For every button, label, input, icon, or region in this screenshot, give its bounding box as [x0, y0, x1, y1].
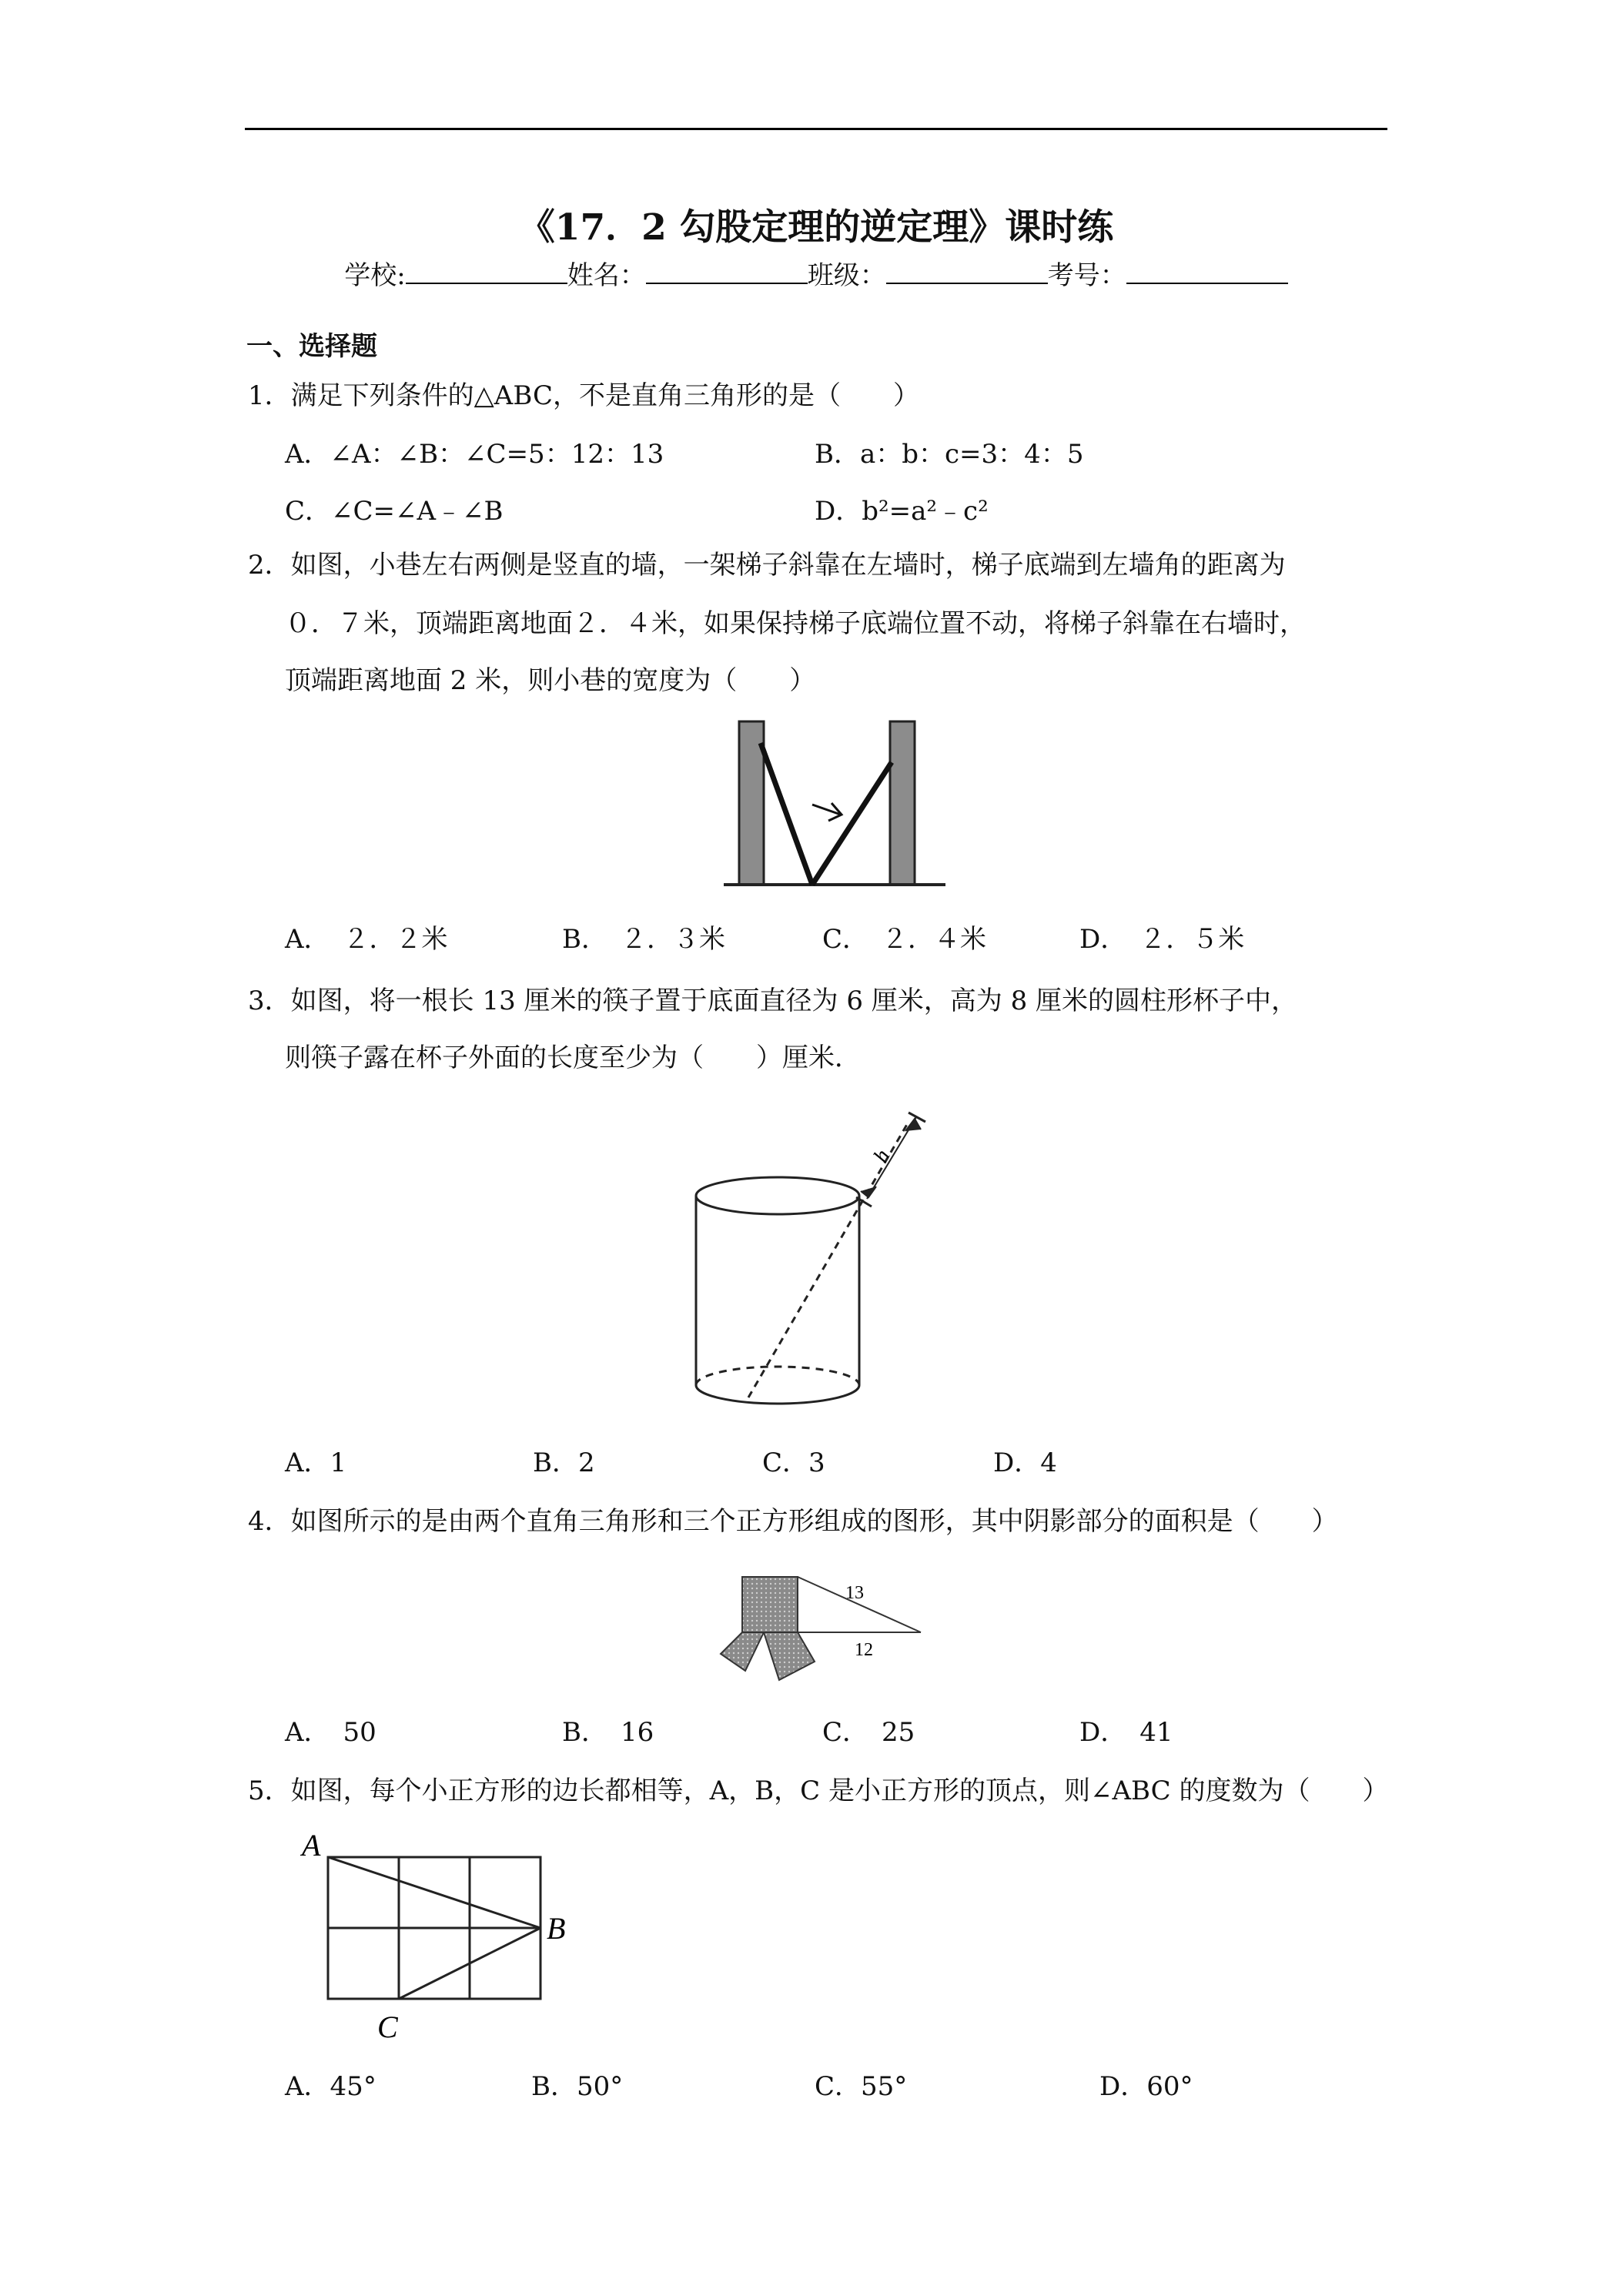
label-c: C: [377, 2010, 398, 2044]
right-square: [764, 1632, 815, 1680]
squares-triangles-figure: [708, 1563, 932, 1694]
exam-number-label: 考号：: [1047, 260, 1126, 291]
q2-stem-line-2: ０．７米，顶端距离地面２．４米，如果保持梯子底端位置不动，将梯子斜靠在右墙时，: [285, 608, 1306, 639]
grid-angle-figure: [293, 1825, 585, 2048]
page-title: 《17．2 勾股定理的逆定理》课时练: [518, 206, 1114, 249]
q2-option-c[interactable]: C． ２．４米: [822, 924, 987, 955]
right-wall: [890, 721, 915, 885]
arrow-up-icon: [905, 1119, 921, 1131]
q3-stem-line-2: 则筷子露在杯子外面的长度至少为（ ）厘米．: [285, 1043, 861, 1073]
ladder-right: [812, 762, 892, 885]
ladder-alley-figure: [716, 712, 955, 897]
q3-option-d[interactable]: D．4: [993, 1448, 1057, 1478]
cup-bottom-front: [696, 1385, 859, 1404]
q4-option-b[interactable]: B． 16: [562, 1717, 654, 1748]
q3-option-b[interactable]: B．2: [533, 1448, 595, 1478]
cylinder-chopstick-figure: [678, 1097, 955, 1436]
q2-stem-line-1: 2．如图，小巷左右两侧是竖直的墙，一架梯子斜靠在左墙时，梯子底端到左墙角的距离为: [248, 550, 1286, 581]
school-label: 学校:: [344, 260, 406, 291]
q4-option-a[interactable]: A． 50: [285, 1717, 376, 1748]
cup-bottom-back: [696, 1367, 859, 1385]
cup-top-rim: [696, 1177, 859, 1214]
header-rule: [245, 128, 1387, 130]
q1-option-c[interactable]: C．∠C=∠A﹣∠B: [285, 496, 504, 527]
top-square: [742, 1577, 798, 1632]
q3-option-c[interactable]: C．3: [762, 1448, 825, 1478]
class-blank[interactable]: [886, 259, 1048, 284]
label-13: 13: [845, 1583, 864, 1603]
q5-option-d[interactable]: D．60°: [1099, 2071, 1193, 2102]
school-blank[interactable]: [406, 259, 567, 284]
h-label: h: [868, 1145, 895, 1167]
q1-option-a[interactable]: A．∠A：∠B：∠C=5：12：13: [285, 439, 664, 470]
q1-option-d[interactable]: D．b²=a²﹣c²: [815, 496, 989, 527]
label-12: 12: [855, 1640, 873, 1660]
q3-stem-line-1: 3．如图，将一根长 13 厘米的筷子置于底面直径为 6 厘米，高为 8 厘米的圆柱形杯子中，: [248, 986, 1298, 1016]
name-blank[interactable]: [646, 259, 808, 284]
left-square: [721, 1632, 764, 1671]
arrow-down-icon: [861, 1186, 876, 1197]
q2-stem-line-3: 顶端距离地面 2 米，则小巷的宽度为（ ）: [285, 665, 816, 696]
q3-option-a[interactable]: A．1: [285, 1448, 347, 1478]
q1-option-b[interactable]: B．a：b：c=3：4：5: [815, 439, 1084, 470]
section-title: 一、选择题: [246, 331, 377, 362]
label-a: A: [302, 1828, 321, 1863]
q4-option-d[interactable]: D． 41: [1079, 1717, 1173, 1748]
q5-option-b[interactable]: B．50°: [531, 2071, 624, 2102]
q5-option-c[interactable]: C．55°: [815, 2071, 908, 2102]
ladder-left: [761, 743, 812, 885]
q2-option-a[interactable]: A． ２．２米: [285, 924, 448, 955]
q4-stem: 4．如图所示的是由两个直角三角形和三个正方形组成的图形，其中阴影部分的面积是（ ）: [248, 1506, 1338, 1537]
q2-option-d[interactable]: D． ２．５米: [1079, 924, 1245, 955]
label-b: B: [547, 1911, 566, 1946]
class-label: 班级：: [807, 260, 886, 291]
q1-stem: 1．满足下列条件的△ABC，不是直角三角形的是（ ）: [248, 380, 919, 411]
segment-ab: [328, 1857, 540, 1928]
q2-option-b[interactable]: B． ２．３米: [562, 924, 725, 955]
h-extension-high: [909, 1113, 925, 1122]
student-info-row: [245, 254, 1387, 292]
name-label: 姓名：: [567, 260, 646, 291]
exam-number-blank[interactable]: [1126, 259, 1288, 284]
q4-option-c[interactable]: C． 25: [822, 1717, 915, 1748]
q5-option-a[interactable]: A．45°: [285, 2071, 376, 2102]
q5-stem: 5．如图，每个小正方形的边长都相等，A，B，C 是小正方形的顶点，则∠ABC 的度数为（ ）: [248, 1776, 1389, 1806]
